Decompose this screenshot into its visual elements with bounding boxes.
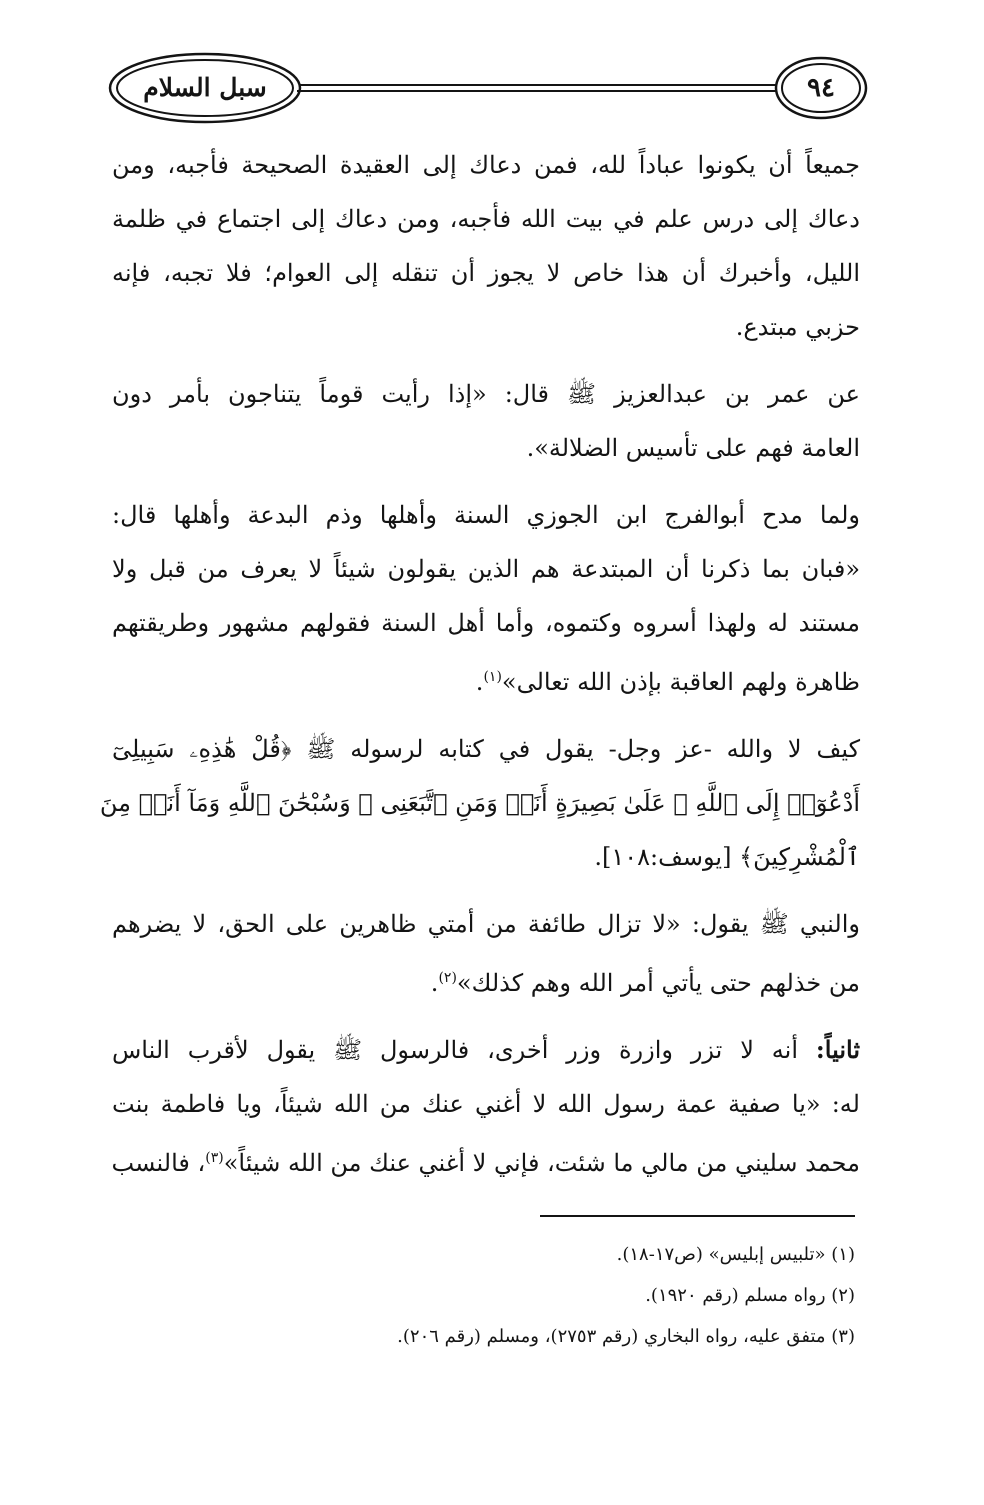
text-line: ولما مدح أبوالفرج ابن الجوزي السنة وأهلها وذم البدعة وأهلها قال:	[112, 501, 860, 529]
text-line	[112, 1131, 860, 1190]
page-number: ٩٤	[807, 73, 835, 103]
text-line: «فبان بما ذكرنا أن المبتدعة هم الذين يقولون شيئاً لا يعرف من قبل ولا	[112, 555, 860, 583]
text-segment: ، فالنسب	[111, 1149, 206, 1177]
running-title: سبل السلام	[143, 73, 267, 102]
text-line: مستند له ولهذا أسروه وكتموه، وأما أهل السنة فقولهم مشهور وطريقتهم	[112, 609, 860, 637]
text-line: عن عمر بن عبدالعزيز ﷺ قال: «إذا رأيت قوماً يتناجون بأمر دون	[112, 380, 861, 408]
footnote: (١) «تلبيس إبليس» (ص١٧-١٨).	[616, 1244, 855, 1265]
footnote-marker: (١)	[483, 669, 502, 685]
paragraph	[112, 367, 860, 475]
main-text	[99, 138, 861, 1203]
text-segment: محمد سليني من مالي ما شئت، فإني لا أغني عنك من الله شيئاً»	[223, 1149, 860, 1177]
quran-verse-line: ٱلْمُشْرِكِينَ﴾ [يوسف:١٠٨].	[594, 843, 860, 871]
text-line: حزبي مبتدع.	[735, 313, 860, 341]
text-line: كيف لا والله -عز وجل- يقول في كتابه لرسوله ﷺ ﴿قُلْ هَٰذِهِۦ سَبِيلِىٓ	[112, 735, 860, 763]
text-line: له: «يا صفية عمة رسول الله لا أغني عنك من الله شيئاً، ويا فاطمة بنت	[112, 1090, 860, 1118]
footnote: (٣) متفق عليه، رواه البخاري (رقم ٢٧٥٣)، ومسلم (رقم ٢٠٦).	[397, 1326, 855, 1347]
paragraph	[112, 897, 860, 1010]
text-line: جميعاً أن يكونوا عباداً لله، فمن دعاك إلى العقيدة الصحيحة فأجبه، ومن	[112, 151, 860, 179]
text-line: ظاهرة ولهم العاقبة بإذن الله تعالى»$^{(١)}$.	[475, 668, 860, 696]
quran-verse-line: أَدْعُوٓا۟ إِلَى ٱللَّهِ ۚ عَلَىٰ بَصِيرَةٍ أَنَا۠ وَمَنِ ٱتَّبَعَنِى ۖ وَسُبْحَٰنَ ٱللَّهِ وَمَآ أَنَا۠ مِنَ	[99, 789, 860, 817]
paragraph	[112, 1023, 860, 1190]
bold-lead: ثانياً:	[815, 1035, 860, 1064]
text-line: الليل، وأخبرك أن هذا خاص لا يجوز أن تنقله إلى العوام؛ فلا تجبه، فإنه	[112, 259, 860, 287]
text-line: والنبي ﷺ يقول: «لا تزال طائفة من أمتي ظاهرين على الحق، لا يضرهم	[112, 910, 860, 938]
text-line	[112, 1023, 860, 1077]
paragraph	[99, 722, 860, 884]
footnote-marker: (٢)	[438, 970, 457, 986]
text-segment: أنه لا تزر وازرة وزر أخرى، فالرسول ﷺ يقول لأقرب الناس	[112, 1036, 799, 1064]
footnote-separator	[540, 1215, 855, 1217]
footnotes	[200, 1234, 855, 1357]
paragraph	[112, 138, 860, 354]
text-line: من خذلهم حتى يأتي أمر الله وهم كذلك»$^{(٢)}$.	[430, 969, 860, 997]
text-line: دعاك إلى درس علم في بيت الله فأجبه، ومن دعاك إلى اجتماع في ظلمة	[112, 205, 860, 233]
footnote: (٢) رواه مسلم (رقم ١٩٢٠).	[645, 1285, 855, 1306]
text-segment: من خذلهم حتى يأتي أمر الله وهم كذلك»	[456, 969, 860, 997]
footnote-marker: (٣)	[205, 1150, 224, 1166]
page-header	[0, 40, 984, 150]
text-segment: ظاهرة ولهم العاقبة بإذن الله تعالى»	[501, 668, 860, 696]
paragraph	[112, 488, 860, 709]
text-line: العامة فهم على تأسيس الضلالة».	[526, 434, 860, 462]
